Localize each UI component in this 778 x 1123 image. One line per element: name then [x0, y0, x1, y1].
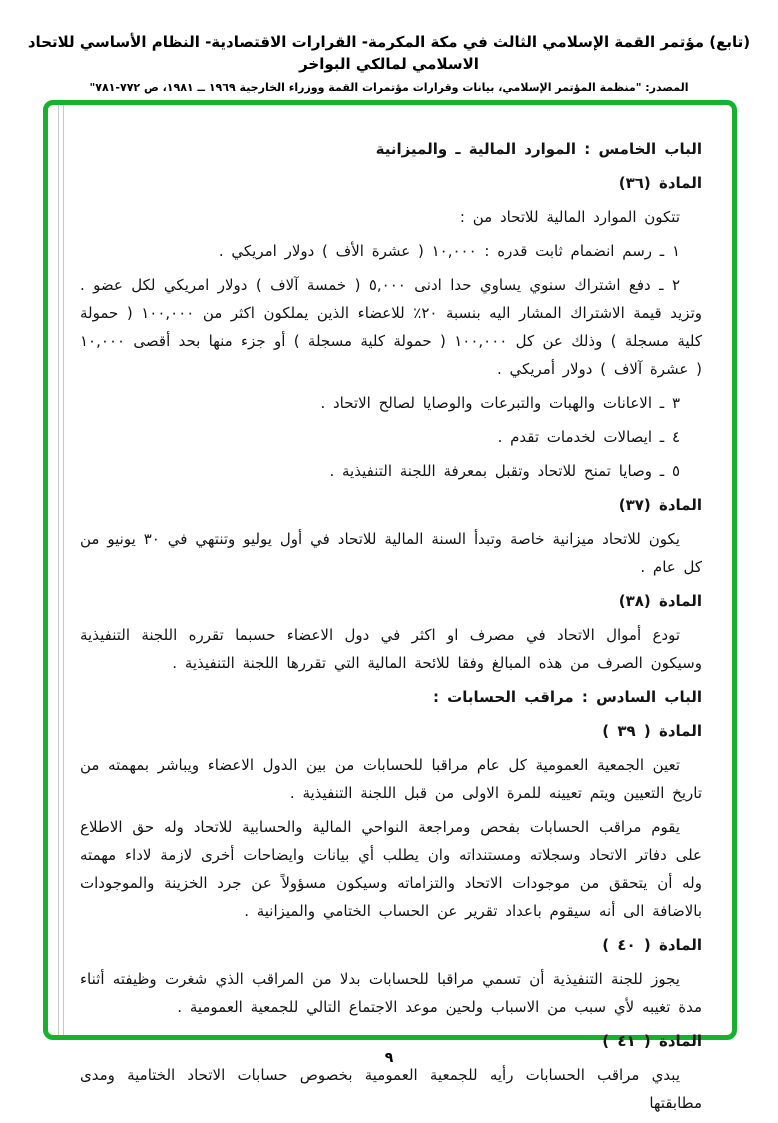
document-header [20, 32, 758, 94]
page-number: ٩ [384, 1050, 394, 1066]
block-section: الباب السادس : مراقب الحسابات : [432, 688, 702, 706]
scan-page-edge-line [58, 105, 59, 1035]
block-article: المادة (٣٧) [618, 496, 702, 514]
block-paragraph: يكون للاتحاد ميزانية خاصة وتبدأ السنة المالية للاتحاد في أول يوليو وتنتهي في ٣٠ يونيو من كل عام . [80, 530, 702, 576]
block-item: ١ ـ رسم انضمام ثابت قدره : ١٠,٠٠٠ ( عشرة الأف ) دولار امريكي . [218, 242, 680, 260]
block-article: المادة ( ٣٩ ) [602, 722, 702, 740]
header-source-citation: المصدر: "منظمة المؤتمر الإسلامي، بيانات وقرارات مؤتمرات القمة ووزراء الخارجية ١٩٦٩ ــ ١٩٨١، ص ٧٧٢-٧٨١" [89, 80, 689, 94]
block-paragraph: تتكون الموارد المالية للاتحاد من : [459, 208, 680, 226]
block-paragraph: تعين الجمعية العمومية كل عام مراقبا للحسابات من بين الدول الاعضاء ويباشر بمهمته من تاريخ التعيين ويتم تعيينه للمرة الاولى من قبل اللجنة التنفيذية . [80, 756, 702, 802]
block-article: المادة (٣٦) [618, 174, 702, 192]
block-section: الباب الخامس : الموارد المالية ـ والميزانية [375, 140, 702, 158]
scan-page-edge-line [63, 105, 64, 1035]
block-paragraph: يجوز للجنة التنفيذية أن تسمي مراقبا للحسابات بدلا من المراقب الذي شغرت وظيفته أثناء مدة تغيبه لأي سبب من الاسباب ولحين موعد الاجتماع التالي للجمعية العمومية . [80, 970, 702, 1016]
block-paragraph: يقوم مراقب الحسابات بفحص ومراجعة النواحي المالية والحسابية للاتحاد وله حق الاطلاع على دفاتر الاتحاد وسجلاته ومستنداته وان يطلب أي بيانات وايضاحات أخرى لازمة لاداء مهمته وله أن يتحقق من موجودات الاتحاد والتزاماته وسيكون مسؤولاً عن جرد الخزينة والموجودات بالاضافة الى أنه سيقوم باعداد تقرير عن الحساب الختامي والميزانية . [80, 818, 702, 920]
block-article: المادة ( ٤٠ ) [602, 936, 702, 954]
header-title: (تابع) مؤتمر القمة الإسلامي الثالث في مكة المكرمة- القرارات الاقتصادية- النظام الأساسي للاتحاد الاسلامي لمالكي البواخر [27, 33, 751, 73]
block-article: المادة ( ٤١ ) [602, 1032, 702, 1050]
block-article: المادة (٣٨) [618, 592, 702, 610]
green-border-frame [43, 100, 737, 1112]
block-paragraph: يبدي مراقب الحسابات رأيه للجمعية العمومية بخصوص حسابات الاتحاد الختامية ومدى مطابقتها [80, 1066, 702, 1112]
block-item: ٥ ـ وصايا تمنح للاتحاد وتقبل بمعرفة اللجنة التنفيذية . [329, 462, 680, 480]
block-item: ٤ ـ ايصالات لخدمات تقدم . [497, 428, 680, 446]
block-item: ٢ ـ دفع اشتراك سنوي يساوي حدا ادنى ٥,٠٠٠ ( خمسة آلاف ) دولار امريكي لكل عضو . وتزيد قيمة الاشتراك المشار اليه بنسبة ٢٠٪ للاعضاء الذين يملكون اكثر من ١٠٠,٠٠٠ ( حمولة كلية مسجلة ) وذلك عن كل ١٠٠,٠٠٠ ( حمولة كلية مسجلة ) أو جزء منها بحد أقصى ١٠,٠٠٠ ( عشرة آلاف ) دولار أمريكي . [80, 276, 702, 378]
block-paragraph: تودع أموال الاتحاد في مصرف او اكثر في دول الاعضاء حسبما تقرره اللجنة التنفيذية وسيكون الصرف من هذه المبالغ وفقا للائحة المالية التي تقررها اللجنة التنفيذية . [80, 626, 702, 672]
document-body [80, 135, 702, 1123]
block-item: ٣ ـ الاعانات والهبات والتبرعات والوصايا لصالح الاتحاد . [320, 394, 680, 412]
